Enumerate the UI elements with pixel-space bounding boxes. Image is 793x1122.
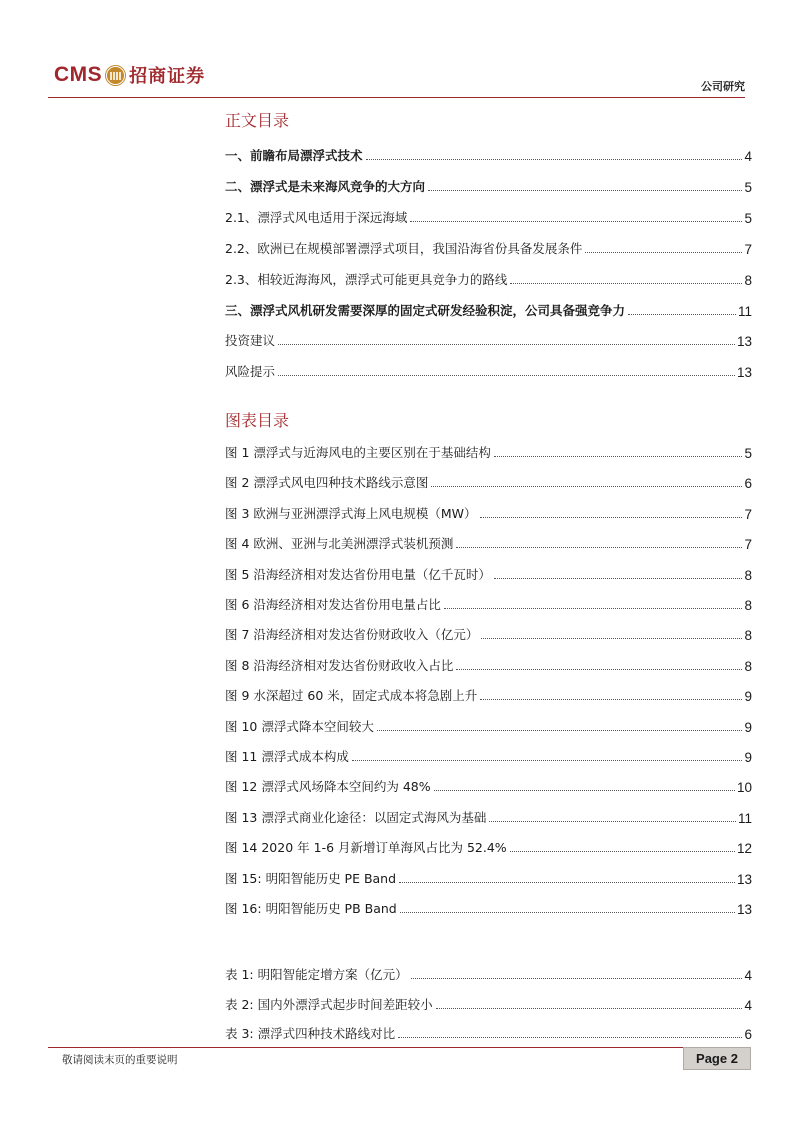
toc-entry-page: 8 — [744, 567, 752, 583]
toc-leader-dots — [398, 1037, 742, 1038]
toc-entry[interactable] — [225, 208, 752, 226]
toc-entry[interactable] — [225, 838, 752, 856]
toc-entry[interactable] — [225, 504, 752, 522]
toc-entry[interactable] — [225, 869, 752, 887]
toc-leader-dots — [480, 517, 743, 518]
toc-entry-title: 图 14 2020 年 1-6 月新增订单海风占比为 52.4% — [225, 840, 507, 856]
toc-entry-title: 图 12 漂浮式风场降本空间约为 48% — [225, 779, 431, 795]
toc-entry-page: 7 — [744, 241, 752, 257]
toc-leader-dots — [494, 578, 743, 579]
main-toc-title: 正文目录 — [225, 111, 290, 130]
toc-entry-page: 11 — [737, 303, 752, 319]
toc-entry-page: 8 — [744, 628, 752, 644]
toc-entry-page: 5 — [744, 179, 752, 195]
toc-leader-dots — [456, 669, 742, 670]
toc-entry-page: 9 — [744, 750, 752, 765]
toc-leader-dots — [410, 221, 742, 222]
toc-entry-page: 9 — [744, 689, 752, 705]
toc-leader-dots — [366, 159, 743, 160]
toc-entry-title: 二、漂浮式是未来海风竞争的大方向 — [225, 178, 426, 194]
toc-entry[interactable] — [225, 331, 752, 349]
toc-entry-page: 7 — [744, 537, 752, 553]
toc-leader-dots — [444, 608, 743, 609]
document-type: 公司研究 — [701, 80, 745, 93]
toc-entry-page: 4 — [744, 149, 752, 164]
toc-entry-title: 风险提示 — [225, 364, 276, 380]
toc-entry-page: 10 — [736, 780, 752, 796]
toc-entry-title: 表 2: 国内外漂浮式起步时间差距较小 — [225, 996, 433, 1012]
toc-entry-title: 2.3、相较近海海风，漂浮式可能更具竞争力的路线 — [225, 271, 508, 287]
toc-entry-page: 12 — [736, 841, 752, 857]
toc-entry[interactable] — [225, 362, 752, 380]
toc-leader-dots — [436, 1008, 743, 1009]
toc-entry[interactable] — [225, 656, 752, 674]
toc-leader-dots — [352, 760, 743, 761]
toc-entry[interactable] — [225, 747, 752, 765]
toc-entry-page: 8 — [744, 598, 752, 613]
toc-leader-dots — [489, 821, 736, 822]
toc-entry[interactable] — [225, 595, 752, 613]
toc-entry-title: 图 16: 明阳智能历史 PB Band — [225, 901, 397, 916]
toc-leader-dots — [428, 190, 742, 191]
toc-leader-dots — [434, 790, 735, 791]
toc-entry-title: 三、漂浮式风机研发需要深厚的固定式研发经验积淀，公司具备强竞争力 — [225, 302, 626, 318]
toc-entry-title: 2.1、漂浮式风电适用于深远海域 — [225, 209, 408, 225]
toc-entry-title: 图 10 漂浮式降本空间较大 — [225, 718, 374, 734]
toc-leader-dots — [399, 882, 735, 883]
toc-entry[interactable] — [225, 995, 752, 1013]
toc-entry-page: 5 — [744, 446, 752, 461]
toc-entry[interactable] — [225, 270, 752, 288]
toc-entry-page: 9 — [744, 719, 752, 735]
toc-leader-dots — [456, 547, 742, 548]
toc-leader-dots — [494, 456, 743, 457]
toc-entry[interactable] — [225, 177, 752, 195]
toc-entry-page: 13 — [736, 334, 752, 350]
figure-toc-title: 图表目录 — [225, 411, 290, 430]
toc-leader-dots — [377, 730, 743, 731]
toc-leader-dots — [400, 912, 735, 913]
footer-disclaimer-note: 敬请阅读末页的重要说明 — [62, 1054, 178, 1066]
logo-seal-icon — [105, 65, 126, 86]
toc-entry-title: 2.2、欧洲已在规模部署漂浮式项目，我国沿海省份具备发展条件 — [225, 240, 583, 256]
toc-leader-dots — [431, 486, 742, 487]
toc-leader-dots — [628, 314, 736, 315]
toc-entry-title: 图 2 漂浮式风电四种技术路线示意图 — [225, 475, 429, 491]
toc-leader-dots — [480, 699, 742, 700]
toc-entry-title: 图 13 漂浮式商业化途径：以固定式海风为基础 — [225, 809, 487, 825]
toc-entry-page: 13 — [736, 871, 752, 887]
toc-entry[interactable] — [225, 534, 752, 552]
toc-entry-page: 7 — [744, 506, 752, 522]
logo-chinese: 招商证券 — [129, 66, 206, 87]
toc-entry-page: 6 — [744, 476, 752, 492]
toc-entry-title: 图 5 沿海经济相对发达省份用电量（亿千瓦时） — [225, 566, 491, 582]
toc-entry-title: 图 9 水深超过 60 米，固定式成本将急剧上升 — [225, 688, 478, 704]
toc-entry[interactable] — [225, 625, 752, 643]
toc-leader-dots — [481, 638, 742, 639]
toc-leader-dots — [278, 375, 735, 376]
toc-entry[interactable] — [225, 965, 752, 983]
header-divider — [48, 97, 745, 98]
toc-entry-title: 图 6 沿海经济相对发达省份用电量占比 — [225, 597, 441, 612]
toc-entry-title: 表 3: 漂浮式四种技术路线对比 — [225, 1026, 396, 1041]
toc-entry-title: 表 1: 明阳智能定增方案（亿元） — [225, 967, 408, 982]
toc-entry-page: 8 — [744, 272, 752, 288]
toc-entry-page: 4 — [744, 968, 752, 983]
toc-entry-title: 图 1 漂浮式与近海风电的主要区别在于基础结构 — [225, 445, 491, 460]
toc-entry-page: 8 — [744, 658, 752, 674]
toc-entry-title: 图 11 漂浮式成本构成 — [225, 749, 349, 764]
toc-entry-title: 图 3 欧洲与亚洲漂浮式海上风电规模（MW） — [225, 505, 477, 521]
toc-leader-dots — [510, 283, 742, 284]
toc-entry-page: 4 — [744, 997, 752, 1013]
toc-entry[interactable] — [225, 239, 752, 257]
toc-entry-page: 13 — [736, 902, 752, 917]
toc-entry[interactable] — [225, 443, 752, 461]
toc-entry[interactable] — [225, 717, 752, 735]
toc-entry[interactable] — [225, 301, 752, 319]
toc-entry-title: 图 15: 明阳智能历史 PE Band — [225, 870, 397, 886]
toc-entry[interactable] — [225, 565, 752, 583]
toc-entry-title: 一、前瞻布局漂浮式技术 — [225, 148, 363, 163]
toc-leader-dots — [278, 344, 735, 345]
toc-entry[interactable] — [225, 808, 752, 826]
page-number: Page 2 — [683, 1047, 751, 1070]
toc-entry-page: 6 — [744, 1027, 752, 1042]
toc-entry-page: 13 — [736, 365, 752, 381]
toc-leader-dots — [585, 252, 742, 253]
toc-leader-dots — [510, 851, 735, 852]
toc-entry[interactable] — [225, 686, 752, 704]
toc-entry[interactable] — [225, 473, 752, 491]
toc-entry[interactable] — [225, 899, 752, 917]
toc-entry[interactable] — [225, 146, 752, 164]
toc-leader-dots — [411, 978, 743, 979]
toc-entry-title: 图 7 沿海经济相对发达省份财政收入（亿元） — [225, 627, 479, 643]
toc-entry-title: 投资建议 — [225, 333, 276, 349]
toc-entry-page: 5 — [744, 210, 752, 226]
company-logo — [54, 62, 205, 88]
toc-entry[interactable] — [225, 1024, 752, 1042]
toc-entry-title: 图 4 欧洲、亚洲与北美洲漂浮式装机预测 — [225, 536, 454, 552]
toc-entry-page: 11 — [737, 810, 752, 826]
toc-entry-title: 图 8 沿海经济相对发达省份财政收入占比 — [225, 657, 454, 673]
logo-latin: CMS — [54, 63, 103, 86]
toc-entry[interactable] — [225, 777, 752, 795]
footer-divider — [48, 1047, 745, 1048]
